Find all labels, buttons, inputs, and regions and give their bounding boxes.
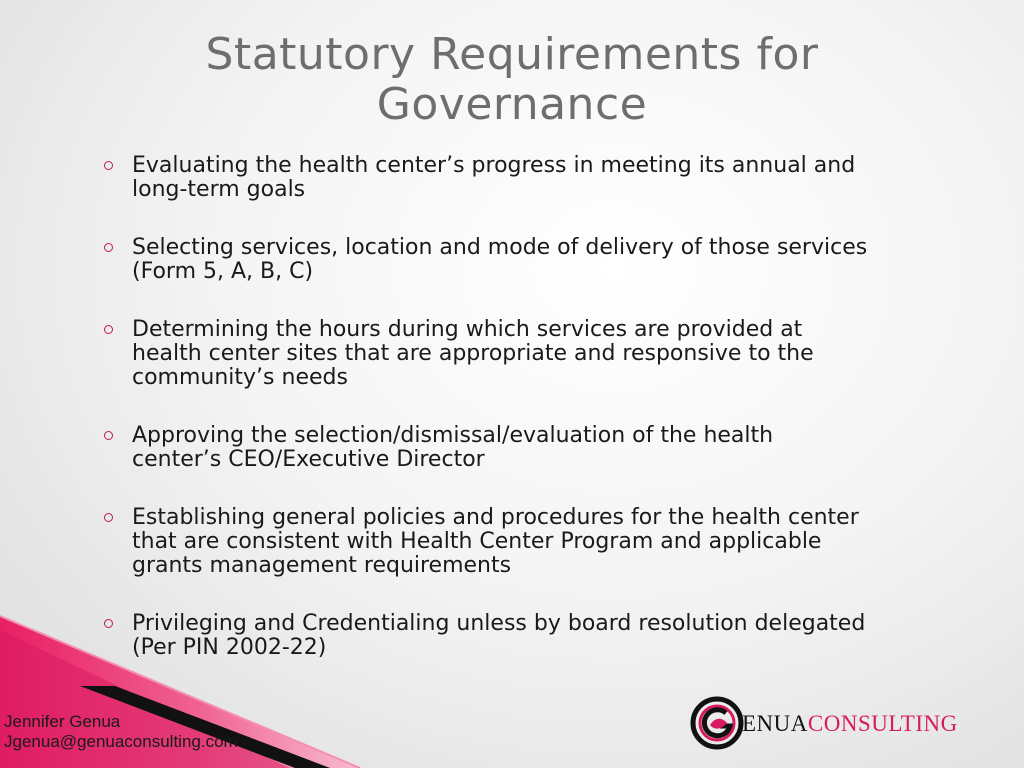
bullet-text-line: (Per PIN 2002-22) xyxy=(132,635,327,660)
bullet-text-line: Evaluating the health center’s progress in meeting its annual and xyxy=(132,153,856,178)
logo-text-enua: ENUA xyxy=(742,711,808,736)
bullet-item xyxy=(104,506,984,578)
bullet-item xyxy=(104,154,984,202)
bullet-item xyxy=(104,318,984,390)
slide-title xyxy=(0,30,1024,130)
bullet-text-line: (Form 5, A, B, C) xyxy=(132,259,314,284)
bullet-ring-icon xyxy=(104,161,113,170)
logo-wordmark xyxy=(742,711,958,737)
bullet-item xyxy=(104,612,984,660)
logo-text-consulting: CONSULTING xyxy=(807,711,958,736)
bullet-item xyxy=(104,424,984,472)
bullet-ring-icon xyxy=(104,431,113,440)
bullet-list xyxy=(104,154,984,694)
bullet-ring-icon xyxy=(104,243,113,252)
footer-contact xyxy=(4,712,238,752)
bullet-text-line: long-term goals xyxy=(132,177,306,202)
bullet-ring-icon xyxy=(104,513,113,522)
bullet-text-line: community’s needs xyxy=(132,365,348,390)
bullet-text-line: center’s CEO/Executive Director xyxy=(132,447,485,472)
title-line-1: Statutory Requirements for xyxy=(205,29,819,80)
bullet-text-line: Determining the hours during which services are provided at xyxy=(132,317,803,342)
bullet-text-line: Establishing general policies and procedures for the health center xyxy=(132,505,859,530)
bullet-text-line: Approving the selection/dismissal/evaluation of the health xyxy=(132,423,774,448)
bullet-text-line: grants management requirements xyxy=(132,553,512,578)
bullet-item xyxy=(104,236,984,284)
company-logo xyxy=(690,695,1000,751)
bullet-text-line: Selecting services, location and mode of delivery of those services xyxy=(132,235,868,260)
bullet-text-line: health center sites that are appropriate and responsive to the xyxy=(132,341,814,366)
footer-email: Jgenua@genuaconsulting.com xyxy=(4,732,238,751)
bullet-text-line: Privileging and Credentialing unless by board resolution delegated xyxy=(132,611,866,636)
genua-g-logo-icon xyxy=(690,695,746,751)
title-line-2: Governance xyxy=(376,79,648,130)
bullet-ring-icon xyxy=(104,325,113,334)
bullet-text-line: that are consistent with Health Center Program and applicable xyxy=(132,529,822,554)
bullet-ring-icon xyxy=(104,619,113,628)
footer-name: Jennifer Genua xyxy=(4,712,121,731)
